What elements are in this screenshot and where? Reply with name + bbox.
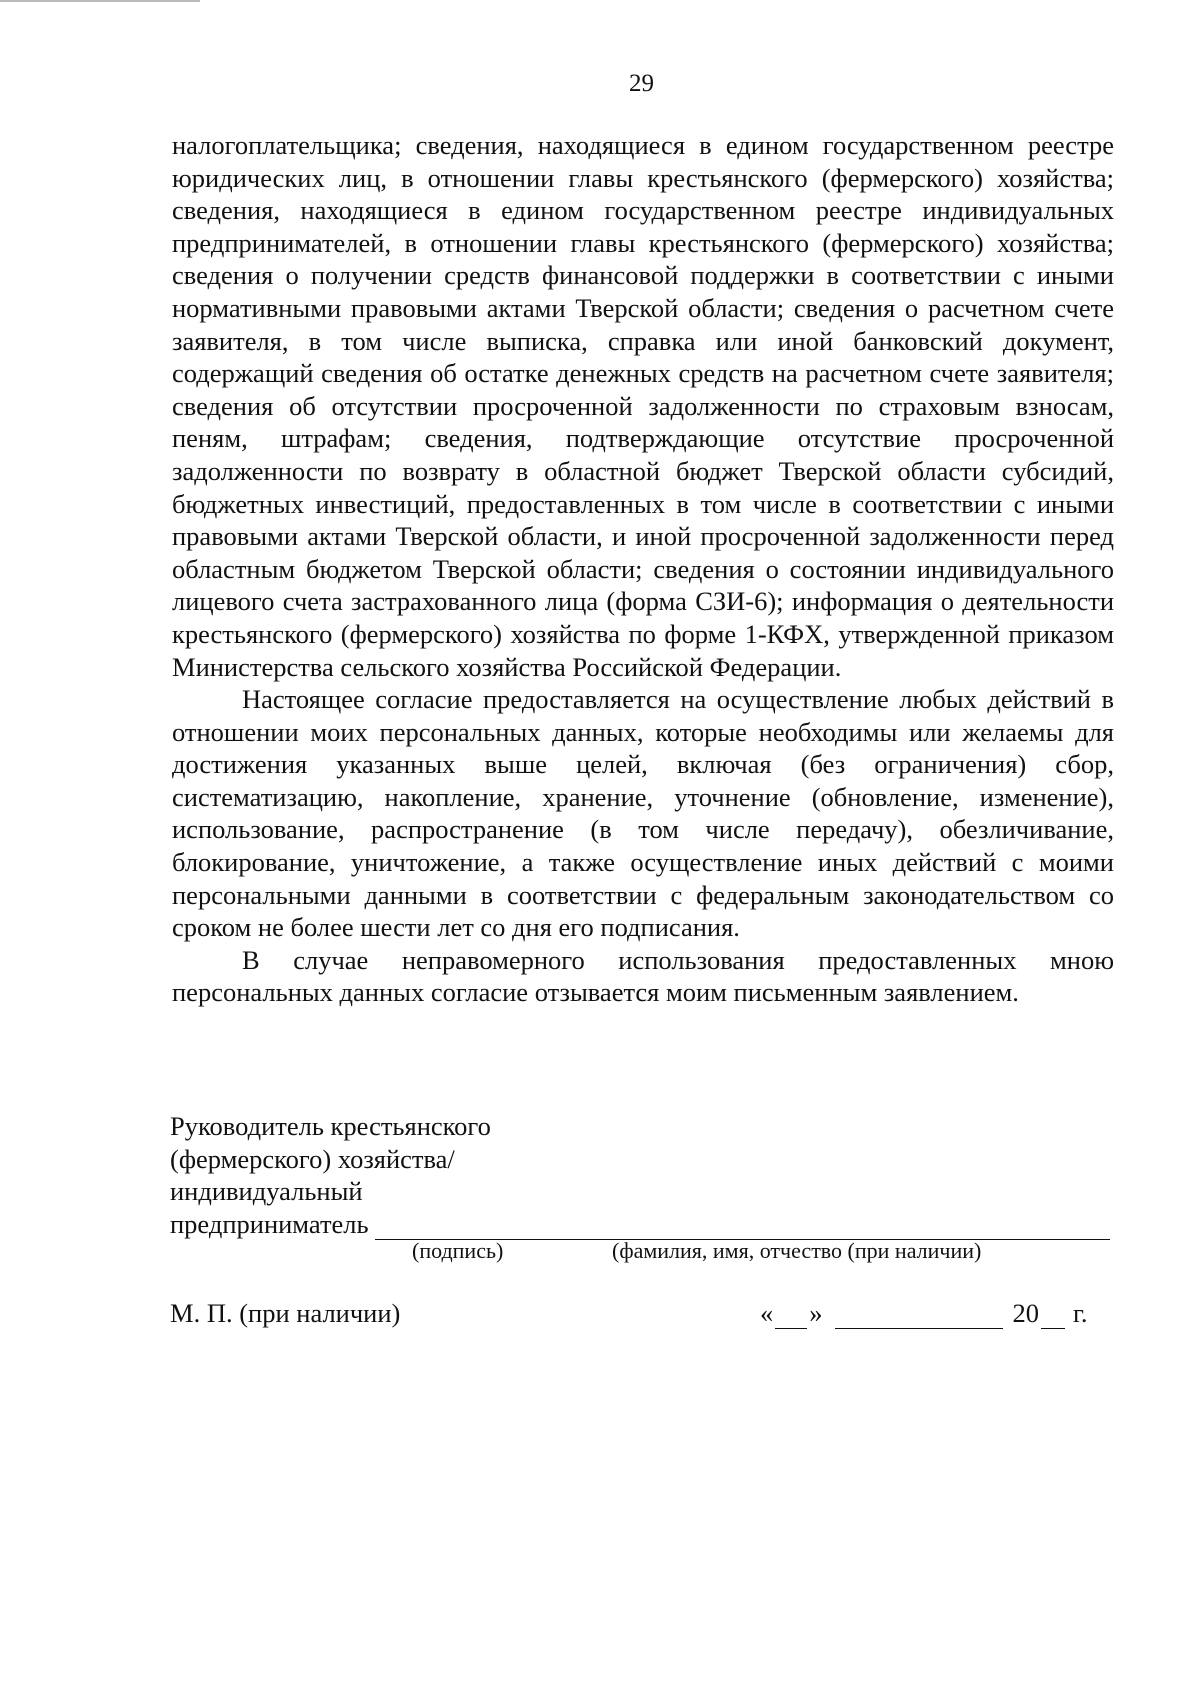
signature-caption: (подпись): [412, 1238, 504, 1263]
paragraph-consent-revocation: В случае неправомерного использования предоставленных мною персональных данных согласие отзывается моим письменным заявлением.: [172, 944, 1114, 1008]
paragraph-consent-scope: Настоящее согласие предоставляется на осуществление любых действий в отношении моих персональных данных, которые необходимы или желаемы для достижения указанных выше целей, включая (без ограничения) сбор, систематизацию, накопление, хранение, уточнение (обновление, изменение), использование, распространение (в том числе передачу), обезличивание, блокирование, уничтожение, а также осуществление иных действий с моими персональными данными в соответствии с федеральным законодательством со сроком не более шести лет со дня его подписания.: [172, 684, 1114, 943]
signer-role-line: предприниматель: [170, 1208, 369, 1239]
year-field[interactable]: [1041, 1304, 1065, 1329]
signature-field[interactable]: [375, 1213, 1110, 1240]
signer-role-line: Руководитель крестьянского: [170, 1111, 491, 1141]
scan-edge-line: [0, 0, 200, 2]
paragraph-data-list: налогоплательщика; сведения, находящиеся в едином государственном реестре юридических лиц, в отношении главы крестьянского (фермерского) хозяйства; сведения, находящиеся в едином государственном реестре индивидуальных предпринимателей, в отношении главы крестьянского (фермерского) хозяйства; сведения о получении средств финансовой поддержки в соответствии с иными нормативными правовыми актами Тверской области; сведения о расчетном счете заявителя, в том числе выписка, справка или иной банковский документ, содержащий сведения об остатке денежных средств на расчетном счете заявителя; сведения об отсутствии просроченной задолженности по страховым взносам, пеням, штрафам; сведения, подтверждающие отсутствие просроченной задолженности по возврату в областной бюджет Тверской области субсидий, бюджетных инвестиций, предоставленных в том числе в соответствии с иными правовыми актами Тверской области, и иной просроченной задолженности перед областным бюджетом Тверской области; сведения о состоянии индивидуального лицевого счета застрахованного лица (форма СЗИ-6); информация о деятельности крестьянского (фермерского) хозяйства по форме 1-КФХ, утвержденной приказом Министерства сельского хозяйства Российской Федерации.: [172, 130, 1114, 682]
signature-row: [170, 1208, 1120, 1241]
day-field[interactable]: [775, 1304, 807, 1329]
signer-role-line: индивидуальный: [170, 1176, 363, 1207]
stamp-label: М. П. (при наличии): [170, 1298, 401, 1328]
signer-role-line: (фермерского) хозяйства/: [170, 1143, 455, 1174]
month-field[interactable]: [835, 1304, 1003, 1329]
year-century: 20: [1012, 1298, 1039, 1328]
open-quote: «: [760, 1298, 774, 1328]
page-number: 29: [629, 70, 654, 97]
date-line: [760, 1298, 1088, 1329]
close-quote: »: [809, 1298, 823, 1328]
signature-block: [170, 1110, 1120, 1240]
year-suffix: г.: [1073, 1298, 1088, 1328]
consent-body: [172, 129, 1114, 1009]
full-name-caption: (фамилия, имя, отчество (при наличии): [612, 1238, 982, 1263]
